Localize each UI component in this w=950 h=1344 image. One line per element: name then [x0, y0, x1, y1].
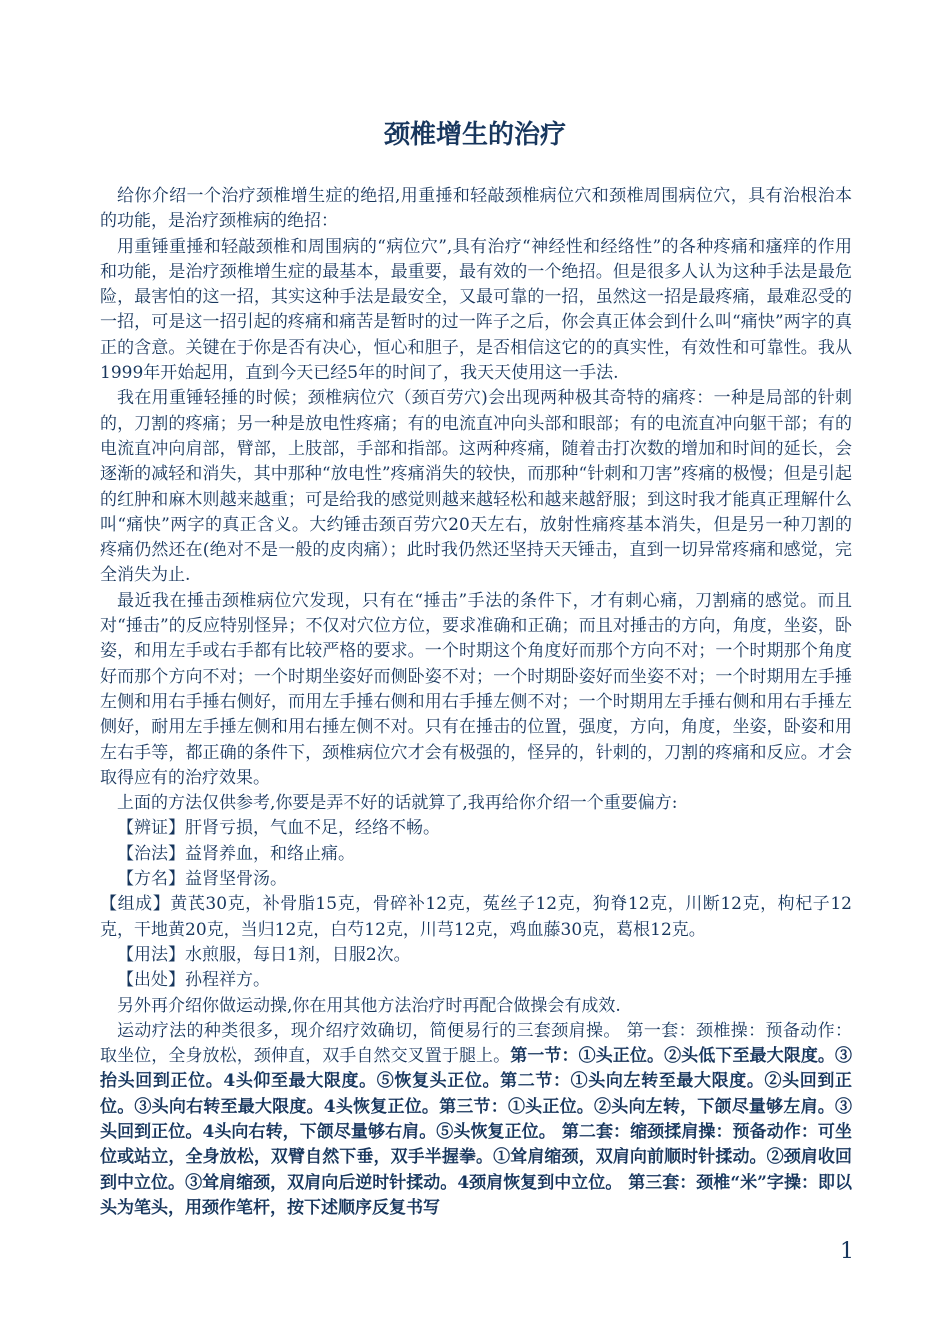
- paragraph-exercise: [100, 1019, 852, 1221]
- paragraph-remedy-intro: 上面的方法仅供参考,你要是弄不好的话就算了,我再给你介绍一个重要偏方:: [117, 793, 678, 814]
- paragraph-usage: 【用法】水煎服，每日1剂，日服2次。: [117, 944, 411, 965]
- document-body: [100, 184, 852, 1221]
- paragraph-source: 【出处】孙程祥方。: [117, 970, 270, 991]
- paragraph-exercise-intro: 另外再介绍你做运动操,你在用其他方法治疗时再配合做操会有成效.: [117, 995, 621, 1016]
- paragraph-diagnosis: 【辨证】肝肾亏损，气血不足，经络不畅。: [117, 818, 440, 839]
- paragraph-experience: 我在用重锤轻捶的时候；颈椎病位穴（颈百劳穴)会出现两种极其奇特的痛疼：一种是局部的针刺的，刀割的疼痛；另一种是放电性疼痛；有的电流直冲向头部和眼部；有的电流直冲向躯干部；有的电流直冲向肩部，臂部，上肢部，手部和指部。这两种疼痛，随着击打次数的增加和时间的延长，会逐渐的减轻和消失，其中那种“放电性”疼痛消失的较快，而那种“针刺和刀害”疼痛的极慢；但是引起的红肿和麻木则越来越重；可是给我的感觉则越来越轻松和越来越舒服；到这时我才能真正理解什么叫“痛快”两字的真正含义。大约锤击颈百劳穴20天左右，放射性痛疼基本消失，但是另一种刀割的疼痛仍然还在(绝对不是一般的皮肉痛）；此时我仍然还坚持天天锤击，直到一切异常疼痛和感觉，完全消失为止.: [100, 388, 852, 586]
- paragraph-composition: 【组成】黄芪30克，补骨脂15克，骨碎补12克，菟丝子12克，狗脊12克，川断12克，枸杞子12克，干地黄20克，当归12克，白芍12克，川芎12克，鸡血藤30克，葛根12克。: [100, 894, 852, 940]
- page-number: 1: [840, 1239, 854, 1264]
- exercise-text: 运动疗法的种类很多，现介绍疗效确切，简便易行的三套颈肩操。 第一套：颈椎操：预备动作：取坐位，全身放松，颈伸直，双手自然交叉置于腿上。: [100, 1020, 852, 1067]
- paragraph-prescription-name: 【方名】益肾坚骨汤。: [117, 869, 287, 890]
- paragraph-treatment: 【治法】益肾养血，和络止痛。: [117, 843, 355, 864]
- paragraph-observation: 最近我在捶击颈椎病位穴发现，只有在“捶击”手法的条件下，才有刺心痛，刀割痛的感觉。而且对“捶击”的反应特别怪异；不仅对穴位方位，要求准确和正确；而且对捶击的方向，角度，坐姿，卧姿，和用左手或右手都有比较严格的要求。一个时期这个角度好而那个方向不对；一个时期那个角度好而那个方向不对；一个时期坐姿好而侧卧姿不对；一个时期卧姿好而坐姿不对；一个时期用左手捶左侧和用右手捶右侧好，而用左手捶右侧和用右手捶左侧不对；一个时期用左手捶右侧和用右手捶左侧好，耐用左手捶左侧和用右捶左侧不对。只有在捶击的位置，强度，方向，角度，坐姿，卧姿和用左右手等，都正确的条件下，颈椎病位穴才会有极强的，怪异的，针刺的，刀割的疼痛和反应。才会取得应有的治疗效果。: [100, 590, 852, 788]
- paragraph-intro: 给你介绍一个治疗颈椎增生症的绝招,用重捶和轻敲颈椎病位穴和颈椎周围病位穴，具有治根治本的功能，是治疗颈椎病的绝招：: [100, 186, 852, 232]
- paragraph-method: 用重锤重捶和轻敲颈椎和周围病的“病位穴”,具有治疗“神经性和经络性”的各种疼痛和瘙痒的作用和功能，是治疗颈椎增生症的最基本，最重要，最有效的一个绝招。但是很多人认为这种手法是最危险，最害怕的这一招，其实这种手法是最安全，又最可靠的一招，虽然这一招是最疼痛，最难忍受的一招，可是这一招引起的疼痛和痛苦是暂时的过一阵子之后，你会真正体会到什么叫“痛快”两字的真正的含意。关键在于你是否有决心，恒心和胆子，是否相信这它的的真实性，有效性和可靠性。我从1999年开始起用，直到今天已经5年的时间了，我天天使用这一手法.: [100, 236, 852, 384]
- exercise-steps-text: 第一节：①头正位。②头低下至最大限度。③抬头回到正位。4头仰至最大限度。⑤恢复头正位。第二节：①头向左转至最大限度。②头回到正位。③头向右转至最大限度。4头恢复正位。第三节：①头正位。②头向左转，下颌尽量够左肩。③头回到正位。4头向右转，下颌尽量够右肩。⑤头恢复正位。 第二套：缩颈揉肩操：预备动作：可坐位或站立，全身放松，双臂自然下垂，双手半握拳。①耸肩缩颈，双肩向前顺时针揉动。②颈肩收回到中立位。③耸肩缩颈，双肩向后逆时针揉动。4颈肩恢复到中立位。 第三套：颈椎“米”字操：即以头为笔头，用颈作笔杆，按下述顺序反复书写: [100, 1046, 853, 1218]
- document-title: 颈椎增生的治疗: [383, 120, 566, 150]
